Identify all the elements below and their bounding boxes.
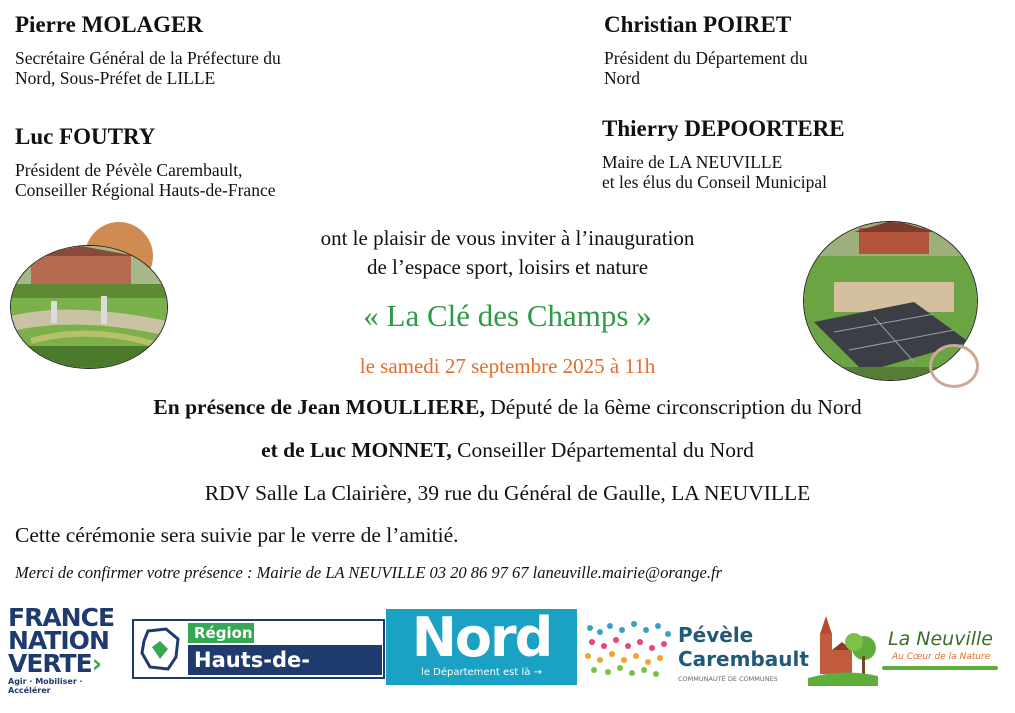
neuville-sub: Au Cœur de la Nature (892, 652, 991, 662)
region-hdf-logo (132, 619, 385, 702)
region-name: Hauts-de-France (188, 645, 382, 675)
fnv-line: NATION (8, 626, 109, 655)
presence-role: Conseiller Départemental du Nord (451, 438, 754, 462)
presence-line (0, 438, 1015, 463)
presence-line (0, 395, 1015, 420)
presence-name: En présence de Jean MOULLIERE, (153, 395, 485, 419)
host-name: Christian POIRET (604, 12, 792, 37)
host-role-line: Président du Département du (604, 48, 808, 68)
host-block (15, 12, 281, 88)
host-block (604, 12, 808, 88)
la-neuville-logo (808, 614, 1003, 690)
host-role-line: Conseiller Régional Hauts-de-France (15, 180, 276, 200)
region-label: Région (188, 623, 254, 643)
nord-department-logo (386, 606, 577, 685)
invite-line: de l’espace sport, loisirs et nature (366, 255, 649, 279)
fnv-line: FRANCE (8, 603, 115, 632)
invite-line: ont le plaisir de vous inviter à l’inauguration (320, 226, 695, 250)
pevele-line: Pévèle (678, 623, 754, 647)
fnv-line (8, 649, 126, 678)
nord-wordmark: Nord (411, 606, 552, 669)
host-name: Thierry DEPOORTERE (602, 116, 845, 141)
pevele-carembault-logo (582, 614, 809, 690)
fnv-tagline: Agir · Mobiliser · Accélérer (8, 677, 83, 695)
presence-role: Député de la 6ème circonscription du Nord (484, 395, 862, 419)
host-role-line: Président de Pévèle Carembault, (15, 160, 243, 180)
nord-tagline: le Département est là → (421, 667, 542, 678)
pevele-sub: COMMUNAUTÉ DE COMMUNES (678, 675, 778, 683)
rsvp-note: Merci de confirmer votre présence : Mairie de LA NEUVILLE 03 20 86 97 67 laneuville.mairie@orange.fr (15, 563, 722, 582)
host-block (602, 116, 845, 192)
france-map-icon (138, 627, 182, 671)
host-role-line: Secrétaire Général de la Préfecture du (15, 48, 281, 68)
france-nation-verte-logo (8, 603, 126, 695)
pevele-dots-icon (582, 618, 674, 678)
chevron-right-icon: › (91, 649, 101, 678)
event-date: le samedi 27 septembre 2025 à 11h (359, 354, 656, 378)
host-name: Luc FOUTRY (15, 124, 156, 149)
host-role-line: Maire de LA NEUVILLE (602, 152, 783, 172)
neuville-title: La Neuville (888, 628, 993, 650)
host-name: Pierre MOLAGER (15, 12, 203, 37)
fnv-verte-text: VERTE (8, 649, 92, 678)
rdv-address: RDV Salle La Clairière, 39 rue du Général de Gaulle, LA NEUVILLE (204, 481, 811, 505)
host-role-line: Nord, Sous-Préfet de LILLE (15, 68, 216, 88)
presence-name: et de Luc MONNET, (261, 438, 452, 462)
pevele-line: Carembault (678, 647, 809, 671)
ceremony-note: Cette cérémonie sera suivie par le verre de l’amitié. (15, 523, 459, 547)
host-role-line: et les élus du Conseil Municipal (602, 172, 828, 192)
event-title: « La Clé des Champs » (363, 298, 652, 333)
neuville-underline (882, 666, 998, 670)
church-icon (808, 614, 878, 688)
host-role-line: Nord (604, 68, 640, 88)
host-block (15, 124, 275, 200)
